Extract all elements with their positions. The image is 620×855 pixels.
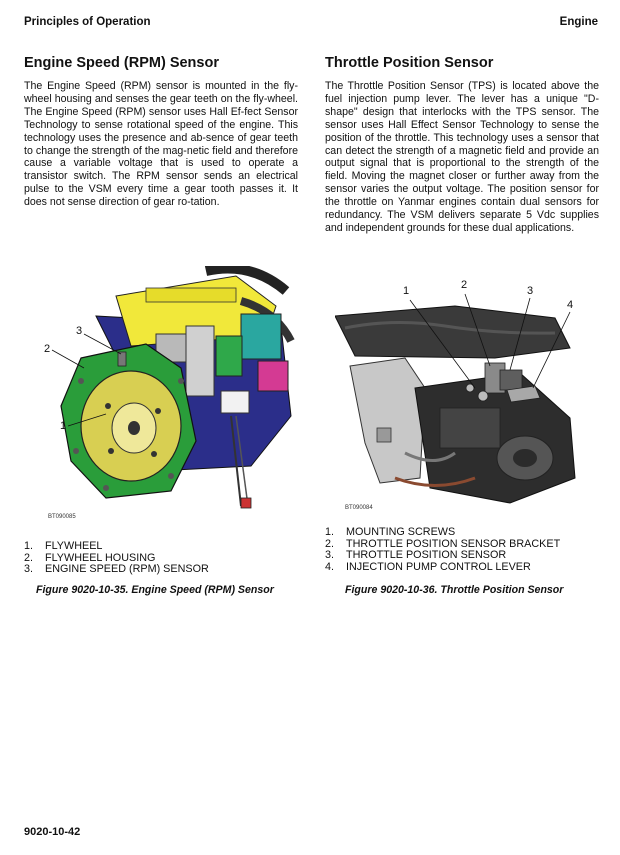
engine-illustration — [36, 266, 296, 526]
tps-title: Throttle Position Sensor — [325, 55, 494, 71]
callout-1: 1 — [403, 285, 410, 297]
legend-item: 4. INJECTION PUMP CONTROL LEVER — [325, 560, 531, 573]
figure-code: BT090084 — [345, 505, 373, 511]
page-header-section: Principles of Operation — [24, 16, 151, 28]
engine-drawing — [36, 266, 296, 526]
pump-drawing — [335, 278, 585, 518]
legend-item: 2. THROTTLE POSITION SENSOR BRACKET — [325, 537, 561, 550]
legend-item: 3. ENGINE SPEED (RPM) SENSOR — [24, 563, 209, 575]
callout-2: 2 — [461, 279, 468, 291]
legend-item: 1. MOUNTING SCREWS — [325, 526, 456, 538]
page-header-chapter: Engine — [559, 16, 598, 28]
callout-3: 3 — [76, 325, 83, 337]
figure-code: BT090085 — [48, 514, 76, 520]
legend-item: 2. FLYWHEEL HOUSING — [24, 551, 156, 564]
figure-caption: Figure 9020-10-35. Engine Speed (RPM) Sensor — [36, 584, 274, 596]
callout-1: 1 — [60, 420, 67, 432]
figure-caption: Figure 9020-10-36. Throttle Position Sensor — [345, 584, 564, 596]
rpm-sensor-title: Engine Speed (RPM) Sensor — [24, 55, 219, 71]
callout-3: 3 — [527, 285, 534, 297]
legend-item: 3. THROTTLE POSITION SENSOR — [325, 549, 507, 561]
tps-description: The Throttle Position Sensor (TPS) is located above the fuel injection pump lever. The lever has a unique "D-shape" design that interlocks with the TPS sensor. The sensor uses Hall Effect Sensor Technology to sense the position of the throttle. This technology uses a sensor that can detect the strength of a magnetic field and provide an output signal that is proportional to the strength of the field. Moving the magnet closer or further away from the sensor varies the output voltage. The position sensor for the throttle on Yanmar engines contain dual sensors for redundancy. The VSM delivers separate 5 Vdc supplies and independent grounds for these dual applications. — [325, 80, 599, 234]
callout-4: 4 — [567, 299, 574, 311]
tps-legend — [325, 527, 560, 573]
rpm-legend — [24, 541, 209, 576]
rpm-sensor-description: The Engine Speed (RPM) sensor is mounted in the fly-wheel housing and senses the gear teeth on the fly-wheel. The Engine Speed (RPM) sensor uses Hall Ef-fect Sensor Technology to sense rotational speed of the engine. This technology uses the presence and ab-sence of gear teeth to change the strength of the mag-netic field and therefore cause a variable voltage that is used to operate a transistor switch. The RPM sensor sends an electrical pulse to the VSM every time a gear tooth passes it. It does not sense direction of gear ro-tation. — [24, 80, 298, 209]
page-number: 9020-10-42 — [24, 826, 81, 838]
pump-photo — [335, 278, 585, 518]
callout-2: 2 — [44, 343, 51, 355]
legend-item: 1. FLYWHEEL — [24, 540, 103, 552]
